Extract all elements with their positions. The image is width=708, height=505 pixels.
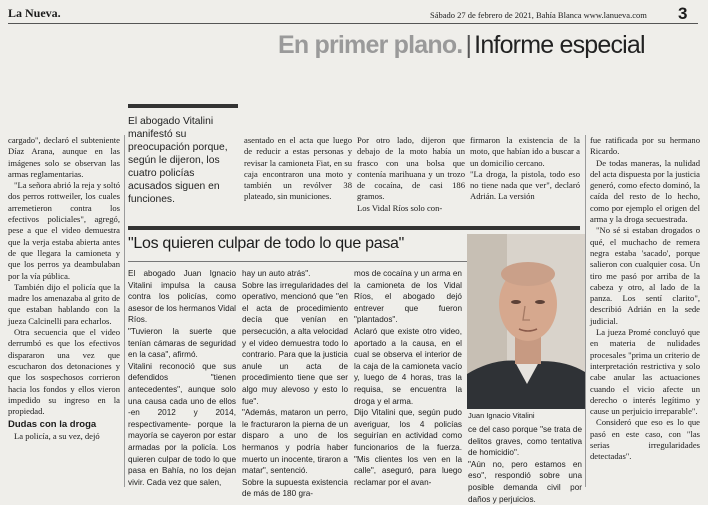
col1-paragraph: Otra secuencia que el video derrumbó es que los efectivos dispararon una vez que escucharon dos detonaciones y que los sospechosos corrieron hacia los fondos y ellos vieron impedido su ingreso en la propiedad. (8, 327, 120, 417)
article-column-3: Por otro lado, dijeron que debajo de la moto había un frasco con una bolsa que contenía marihuana y un trozo de cocaína, de casi 186 gramos. Los Vidal Ríos solo con- (357, 135, 465, 213)
section-title (278, 31, 645, 60)
page-number: 3 (678, 4, 688, 23)
masthead: La Nueva. (8, 6, 61, 20)
article-column-4: firmaron la existencia de la moto, que habían ido a buscar a un domicilio cercano. "La droga, la pistola, todo eso no tiene nada que ver", declaró Adrián. La versión (470, 135, 580, 202)
box-column-1: El abogado Juan Ignacio Vitalini impulsa la causa contra los policías, como asesor de los hermanos Vidal Ríos. "Tuvieron la suerte que tenían cámaras de seguridad en la casa", afirmó. Vitalini reconoció que sus defendidos "tienen antecedentes", aunque solo una causa cada uno de ellos -en 2012 y 2014, respectivamente- porque la mayoría se cayeron por estar armadas por la policía. Los quieren culpar de todo lo que pasa en Bahía, no los dejan vivir. Cada vez que salen, (128, 269, 236, 487)
section-title-bold: En primer plano. (278, 31, 463, 59)
col5-paragraph: La jueza Promé concluyó que en materia de nulidades procesales "prima un criterio de interpretación restrictiva y solo cabe anular las actuaciones cuando el vicio afecte un derecho o interés legítimo y cause un perjuicio irreparable". (590, 327, 700, 417)
box-column-4: ce del caso porque "se trata de delitos graves, como tentativa de homicidio". "Aún no, pero estamos en eso", respondió sobre una posible demanda civil por daños y perjuicios. (468, 425, 582, 504)
col1-paragraph: cargado", declaró el subteniente Díaz Arana, aunque en las imágenes solo se observan las armas reglamentarias. (8, 135, 120, 179)
article-column-2: asentado en el acta que luego de reducir a estas personas y revisar la camioneta Fiat, en su caja encontraron una moto y también un revólver 38 plateado, sin municiones. (244, 135, 352, 202)
col5-paragraph: Consideró que eso es lo que pasó en este caso, con "las serias irregularidades detectadas". (590, 417, 700, 462)
portrait-image (467, 234, 585, 409)
article-column-5 (590, 135, 700, 463)
photo-caption: Juan Ignacio Vitalini (468, 411, 535, 420)
col1-paragraph: También dijo el policía que la madre los amenazaba al grito de que estaban hablando con la jueza Calcinelli para echarlos. (8, 281, 120, 326)
section-title-separator: | (465, 31, 472, 59)
col5-paragraph: fue ratificada por su hermano Ricardo. (590, 135, 700, 157)
section-title-light: Informe especial (474, 31, 645, 59)
header-rule (8, 23, 698, 24)
col1-paragraph: "La señora abrió la reja y soltó dos perros rottweiler, los cuales arremetieron contra los efectivos policiales", agregó, pese a que el video demuestra que la verja estaba abierta antes de que llegara la camioneta y que los perros ya deambulaban por la vía pública. (8, 180, 120, 281)
box-column-3: mos de cocaína y un arma en la camioneta de los Vidal Ríos, el abogado dejó entrever que fueron "plantados". Aclaró que existe otro video, aportado a la causa, en el cual se observa el interior de la caja de la camioneta vacío y, luego de 4 horas, tras la requisa, se encuentra la droga y el arma. Dijo Vitalini que, según pudo averiguar, los 4 policías seguirían en actividad como funcionarios de la fuerza. "Mis clientes los ven en la calle", aseguró, para luego reclamar por el avan- (354, 269, 462, 487)
col5-paragraph: De todas maneras, la nulidad del acta dispuesta por la justicia generó, como efecto dominó, la caída del resto de lo hecho, como por ejemplo el origen del arma y la droga secuestrada. (590, 157, 700, 225)
column-divider (585, 135, 586, 487)
box-headline: "Los quieren culpar de todo lo que pasa" (128, 226, 580, 262)
col1-paragraph: La policía, a su vez, dejó (14, 430, 100, 441)
col1-subhead: Dudas con la droga (8, 419, 97, 431)
col5-paragraph: "No sé si estaban drogados o qué, el muchacho de remera negra estaba 'sacado', porque salieron con cualquier cosa. Un tiro me pasó por arriba de la cabeza y otro, al lado de la panza. Los sentí clarito", describió Adrián en la sede judicial. (590, 225, 700, 326)
pull-quote: El abogado Vitalini manifestó su preocupación porque, según le dijeron, los cuatro policías acusados siguen en funciones. (128, 104, 238, 216)
box-column-2: hay un auto atrás". Sobre las irregularidades del operativo, mencionó que "en el acta de procedimiento decía que venían en persecución, a alta velocidad y el video demuestra todo lo contrario. Para que la justicia anule un acta de procedimiento tiene que ser algo muy alevoso y esto lo fue". "Además, mataron un perro, le fracturaron la pierna de un disparo a uno de los hermanos y podría haber muerto un inocente, tiraron a matar", sentenció. Sobre la supuesta existencia de más de 180 gra- (242, 269, 348, 499)
dateline: Sábado 27 de febrero de 2021, Bahía Blanca www.lanueva.com (430, 10, 647, 20)
article-column-1 (8, 135, 120, 442)
portrait-photo (467, 234, 585, 409)
column-divider (124, 135, 125, 487)
